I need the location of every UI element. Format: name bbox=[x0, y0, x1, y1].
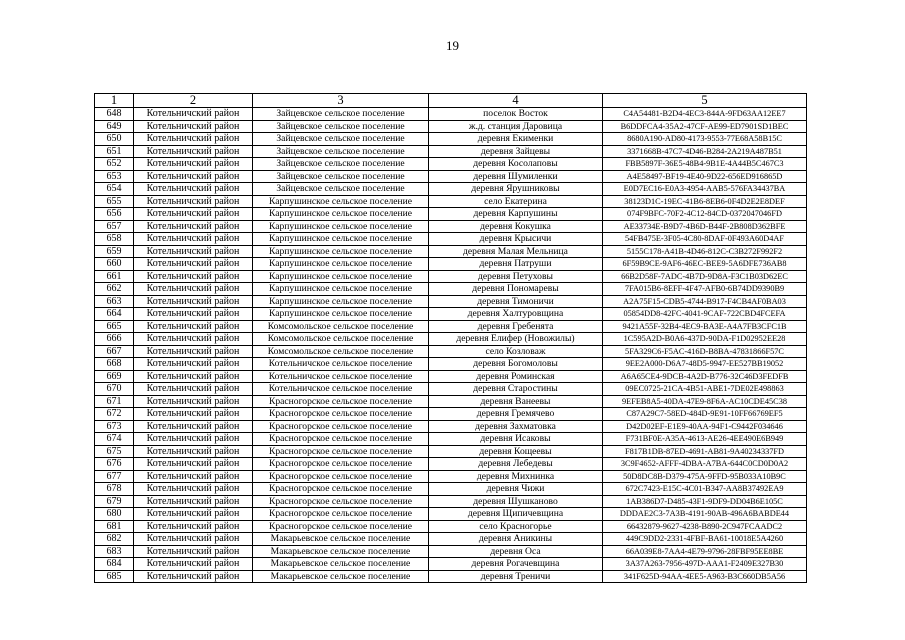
locality-cell: деревня Зайцевы bbox=[429, 145, 603, 158]
district-cell: Котельничский район bbox=[134, 358, 253, 371]
table-row bbox=[95, 445, 807, 458]
locality-cell: деревня Шушканово bbox=[429, 495, 603, 508]
settlement-cell: Красногорское сельское поселение bbox=[253, 445, 429, 458]
table-row bbox=[95, 245, 807, 258]
row-number-cell: 661 bbox=[95, 270, 134, 283]
settlement-cell: Карпушинское сельское поселение bbox=[253, 220, 429, 233]
table-row bbox=[95, 145, 807, 158]
guid-cell: B6DDFCA4-35A2-47CF-AE99-ED7901SD1BEC bbox=[603, 120, 807, 133]
district-cell: Котельничский район bbox=[134, 158, 253, 171]
locality-cell: деревня Старостины bbox=[429, 383, 603, 396]
table-row bbox=[95, 433, 807, 446]
locality-cell: село Козловаж bbox=[429, 345, 603, 358]
district-cell: Котельничский район bbox=[134, 320, 253, 333]
locality-cell: деревня Кощеевы bbox=[429, 445, 603, 458]
guid-cell: FBB5897F-36E5-48B4-9B1E-4A44B5C467C3 bbox=[603, 158, 807, 171]
table-row bbox=[95, 158, 807, 171]
guid-cell: 6F59B9CE-9AF6-46EC-BEE9-5A6DFE736AB8 bbox=[603, 258, 807, 271]
settlement-cell: Зайцевское сельское поселение bbox=[253, 133, 429, 146]
guid-cell: 3A37A263-7956-497D-AAA1-F2409E327B30 bbox=[603, 558, 807, 571]
table-row bbox=[95, 358, 807, 371]
table-row bbox=[95, 483, 807, 496]
guid-cell: DDDAE2C3-7A3B-4191-90AB-496A6BABDE44 bbox=[603, 508, 807, 521]
table-row bbox=[95, 345, 807, 358]
locality-cell: деревня Малая Мельница bbox=[429, 245, 603, 258]
settlement-cell: Макарьевское сельское поселение bbox=[253, 545, 429, 558]
guid-cell: E0D7EC16-E0A3-4954-AAB5-576FA34437BA bbox=[603, 183, 807, 196]
guid-cell: 074F9BFC-70F2-4C12-84CD-0372047046FD bbox=[603, 208, 807, 221]
locality-cell: деревня Косолаповы bbox=[429, 158, 603, 171]
district-cell: Котельничский район bbox=[134, 145, 253, 158]
settlement-cell: Карпушинское сельское поселение bbox=[253, 208, 429, 221]
settlement-cell: Макарьевское сельское поселение bbox=[253, 570, 429, 583]
settlement-cell: Красногорское сельское поселение bbox=[253, 420, 429, 433]
table-row bbox=[95, 333, 807, 346]
settlement-cell: Зайцевское сельское поселение bbox=[253, 170, 429, 183]
table-row bbox=[95, 320, 807, 333]
district-cell: Котельничский район bbox=[134, 483, 253, 496]
district-cell: Котельничский район bbox=[134, 233, 253, 246]
table-row bbox=[95, 295, 807, 308]
row-number-cell: 657 bbox=[95, 220, 134, 233]
settlement-cell: Макарьевское сельское поселение bbox=[253, 533, 429, 546]
row-number-cell: 676 bbox=[95, 458, 134, 471]
guid-cell: 66A039E8-7AA4-4E79-9796-28FBF95EE8BE bbox=[603, 545, 807, 558]
district-cell: Котельничский район bbox=[134, 458, 253, 471]
table-row bbox=[95, 558, 807, 571]
guid-cell: 7FA015B6-8EFF-4F47-AFB0-6B74DD9390B9 bbox=[603, 283, 807, 296]
row-number-cell: 653 bbox=[95, 170, 134, 183]
header-col-4: 4 bbox=[429, 94, 603, 108]
district-cell: Котельничский район bbox=[134, 445, 253, 458]
table-row bbox=[95, 220, 807, 233]
table-row bbox=[95, 233, 807, 246]
locality-cell: деревня Крысичи bbox=[429, 233, 603, 246]
locality-cell: деревня Петуховы bbox=[429, 270, 603, 283]
guid-cell: 449C9DD2-2331-4FBF-BA61-10018E5A4260 bbox=[603, 533, 807, 546]
district-cell: Котельничский район bbox=[134, 383, 253, 396]
guid-cell: C4A54481-B2D4-4EC3-844A-9FD63AA12EE7 bbox=[603, 108, 807, 121]
settlement-cell: Красногорское сельское поселение bbox=[253, 395, 429, 408]
table-row bbox=[95, 108, 807, 121]
guid-cell: 66B2D58F-7ADC-4B7D-9D8A-F3C1B03D62EC bbox=[603, 270, 807, 283]
district-cell: Котельничский район bbox=[134, 408, 253, 421]
table-row bbox=[95, 470, 807, 483]
guid-cell: A6A65CE4-9DCB-4A2D-B776-32C46D3FEDFB bbox=[603, 370, 807, 383]
table-row bbox=[95, 383, 807, 396]
row-number-cell: 672 bbox=[95, 408, 134, 421]
table-row bbox=[95, 520, 807, 533]
table-row bbox=[95, 533, 807, 546]
locality-cell: деревня Патруши bbox=[429, 258, 603, 271]
locality-cell: деревня Тимоничи bbox=[429, 295, 603, 308]
settlement-cell: Котельничское сельское поселение bbox=[253, 370, 429, 383]
table-row bbox=[95, 283, 807, 296]
row-number-cell: 666 bbox=[95, 333, 134, 346]
settlement-cell: Карпушинское сельское поселение bbox=[253, 195, 429, 208]
page-number: 19 bbox=[446, 38, 459, 53]
settlement-cell: Красногорское сельское поселение bbox=[253, 408, 429, 421]
district-cell: Котельничский район bbox=[134, 108, 253, 121]
table-row bbox=[95, 308, 807, 321]
guid-cell: A2A75F15-CDB5-4744-B917-F4CB4AF0BA03 bbox=[603, 295, 807, 308]
guid-cell: 1AB386D7-D485-43F1-9DF9-DD04B6E105C bbox=[603, 495, 807, 508]
settlements-table bbox=[94, 93, 807, 583]
locality-cell: деревня Ярушниковы bbox=[429, 183, 603, 196]
locality-cell: деревня Ванеевы bbox=[429, 395, 603, 408]
guid-cell: 1C595A2D-B0A6-437D-90DA-F1D02952EE28 bbox=[603, 333, 807, 346]
table-row bbox=[95, 495, 807, 508]
row-number-cell: 675 bbox=[95, 445, 134, 458]
locality-cell: деревня Шумиленки bbox=[429, 170, 603, 183]
table-row bbox=[95, 270, 807, 283]
locality-cell: деревня Михнинка bbox=[429, 470, 603, 483]
row-number-cell: 685 bbox=[95, 570, 134, 583]
guid-cell: 38123D1C-19EC-41B6-8EB6-0F4D2E2E8DEF bbox=[603, 195, 807, 208]
guid-cell: 66432879-9627-4238-B890-2C947FCAADC2 bbox=[603, 520, 807, 533]
district-cell: Котельничский район bbox=[134, 333, 253, 346]
guid-cell: C87A29C7-58ED-484D-9E91-10FF66769EF5 bbox=[603, 408, 807, 421]
district-cell: Котельничский район bbox=[134, 270, 253, 283]
table-row bbox=[95, 420, 807, 433]
guid-cell: 5FA329C6-F5AC-416D-B8BA-47831866F57C bbox=[603, 345, 807, 358]
row-number-cell: 673 bbox=[95, 420, 134, 433]
guid-cell: 9EFEB8A5-40DA-47E9-8F6A-AC10CDE45C38 bbox=[603, 395, 807, 408]
district-cell: Котельничский район bbox=[134, 520, 253, 533]
district-cell: Котельничский район bbox=[134, 570, 253, 583]
guid-cell: D42D02EF-E1E9-40AA-94F1-C9442F034646 bbox=[603, 420, 807, 433]
locality-cell: деревня Чижи bbox=[429, 483, 603, 496]
district-cell: Котельничский район bbox=[134, 545, 253, 558]
district-cell: Котельничский район bbox=[134, 420, 253, 433]
row-number-cell: 680 bbox=[95, 508, 134, 521]
district-cell: Котельничский район bbox=[134, 195, 253, 208]
settlement-cell: Карпушинское сельское поселение bbox=[253, 270, 429, 283]
locality-cell: деревня Треничи bbox=[429, 570, 603, 583]
locality-cell: деревня Роминская bbox=[429, 370, 603, 383]
guid-cell: F731BF0E-A35A-4613-AE26-4EE490E6B949 bbox=[603, 433, 807, 446]
locality-cell: деревня Исаковы bbox=[429, 433, 603, 446]
guid-cell: AE33734E-B9D7-4B6D-B44F-2B808D362BFE bbox=[603, 220, 807, 233]
row-number-cell: 683 bbox=[95, 545, 134, 558]
settlement-cell: Зайцевское сельское поселение bbox=[253, 158, 429, 171]
locality-cell: ж.д. станция Даровица bbox=[429, 120, 603, 133]
row-number-cell: 651 bbox=[95, 145, 134, 158]
locality-cell: деревня Халтуровщина bbox=[429, 308, 603, 321]
locality-cell: поселок Восток bbox=[429, 108, 603, 121]
header-col-2: 2 bbox=[134, 94, 253, 108]
row-number-cell: 667 bbox=[95, 345, 134, 358]
district-cell: Котельничский район bbox=[134, 470, 253, 483]
table-row bbox=[95, 395, 807, 408]
row-number-cell: 677 bbox=[95, 470, 134, 483]
row-number-cell: 670 bbox=[95, 383, 134, 396]
settlement-cell: Карпушинское сельское поселение bbox=[253, 283, 429, 296]
settlement-cell: Красногорское сельское поселение bbox=[253, 520, 429, 533]
district-cell: Котельничский район bbox=[134, 208, 253, 221]
table-row bbox=[95, 183, 807, 196]
guid-cell: A4E58497-BF19-4E40-9D22-656ED916865D bbox=[603, 170, 807, 183]
row-number-cell: 679 bbox=[95, 495, 134, 508]
district-cell: Котельничский район bbox=[134, 308, 253, 321]
locality-cell: деревня Аникины bbox=[429, 533, 603, 546]
district-cell: Котельничский район bbox=[134, 120, 253, 133]
row-number-cell: 648 bbox=[95, 108, 134, 121]
district-cell: Котельничский район bbox=[134, 395, 253, 408]
district-cell: Котельничский район bbox=[134, 220, 253, 233]
settlement-cell: Красногорское сельское поселение bbox=[253, 508, 429, 521]
guid-cell: 3C9F4652-AFFF-4DBA-A7BA-644C0CD0D0A2 bbox=[603, 458, 807, 471]
table-header-row bbox=[95, 94, 807, 108]
settlement-cell: Красногорское сельское поселение bbox=[253, 470, 429, 483]
district-cell: Котельничский район bbox=[134, 508, 253, 521]
district-cell: Котельничский район bbox=[134, 258, 253, 271]
settlement-cell: Карпушинское сельское поселение bbox=[253, 295, 429, 308]
table-row bbox=[95, 508, 807, 521]
row-number-cell: 664 bbox=[95, 308, 134, 321]
guid-cell: 09EC0725-21CA-4B51-ABE1-7DE02E498863 bbox=[603, 383, 807, 396]
guid-cell: 341F625D-94AA-4EE5-A963-B3C660DB5A56 bbox=[603, 570, 807, 583]
settlement-cell: Комсомольское сельское поселение bbox=[253, 320, 429, 333]
district-cell: Котельничский район bbox=[134, 283, 253, 296]
locality-cell: деревня Гребенята bbox=[429, 320, 603, 333]
locality-cell: деревня Захматовка bbox=[429, 420, 603, 433]
settlement-cell: Зайцевское сельское поселение bbox=[253, 183, 429, 196]
row-number-cell: 682 bbox=[95, 533, 134, 546]
table-row bbox=[95, 458, 807, 471]
header-col-3: 3 bbox=[253, 94, 429, 108]
locality-cell: деревня Кокушка bbox=[429, 220, 603, 233]
row-number-cell: 658 bbox=[95, 233, 134, 246]
district-cell: Котельничский район bbox=[134, 433, 253, 446]
guid-cell: 9421A55F-32B4-4EC9-BA3E-A4A7FB3CFC1B bbox=[603, 320, 807, 333]
guid-cell: 8680A190-AD80-4173-9553-77E68A58B15C bbox=[603, 133, 807, 146]
district-cell: Котельничский район bbox=[134, 495, 253, 508]
row-number-cell: 669 bbox=[95, 370, 134, 383]
settlement-cell: Карпушинское сельское поселение bbox=[253, 245, 429, 258]
settlement-cell: Красногорское сельское поселение bbox=[253, 458, 429, 471]
district-cell: Котельничский район bbox=[134, 370, 253, 383]
row-number-cell: 684 bbox=[95, 558, 134, 571]
row-number-cell: 660 bbox=[95, 258, 134, 271]
settlement-cell: Красногорское сельское поселение bbox=[253, 495, 429, 508]
header-col-1: 1 bbox=[95, 94, 134, 108]
table-row bbox=[95, 120, 807, 133]
table-row bbox=[95, 408, 807, 421]
district-cell: Котельничский район bbox=[134, 295, 253, 308]
table-row bbox=[95, 170, 807, 183]
row-number-cell: 652 bbox=[95, 158, 134, 171]
table-body bbox=[95, 108, 807, 583]
locality-cell: деревня Лебедевы bbox=[429, 458, 603, 471]
locality-cell: село Красногорье bbox=[429, 520, 603, 533]
table-row bbox=[95, 195, 807, 208]
settlement-cell: Карпушинское сельское поселение bbox=[253, 258, 429, 271]
district-cell: Котельничский район bbox=[134, 558, 253, 571]
locality-cell: деревня Богомоловы bbox=[429, 358, 603, 371]
locality-cell: деревня Карпушины bbox=[429, 208, 603, 221]
row-number-cell: 654 bbox=[95, 183, 134, 196]
row-number-cell: 671 bbox=[95, 395, 134, 408]
row-number-cell: 655 bbox=[95, 195, 134, 208]
settlement-cell: Красногорское сельское поселение bbox=[253, 433, 429, 446]
guid-cell: 5155C178-A41B-4D46-812C-C3B272F992F2 bbox=[603, 245, 807, 258]
locality-cell: деревня Оса bbox=[429, 545, 603, 558]
locality-cell: деревня Пономаревы bbox=[429, 283, 603, 296]
guid-cell: 50D8DC8B-D379-475A-9FFD-95B033A10B9C bbox=[603, 470, 807, 483]
district-cell: Котельничский район bbox=[134, 183, 253, 196]
settlement-cell: Карпушинское сельское поселение bbox=[253, 308, 429, 321]
guid-cell: 54FB475E-3F05-4C80-8DAF-0F493A60D4AF bbox=[603, 233, 807, 246]
guid-cell: 3371668B-47C7-4D46-B284-2A219A487B51 bbox=[603, 145, 807, 158]
district-cell: Котельничский район bbox=[134, 345, 253, 358]
settlement-cell: Котельничское сельское поселение bbox=[253, 358, 429, 371]
row-number-cell: 656 bbox=[95, 208, 134, 221]
locality-cell: село Екатерина bbox=[429, 195, 603, 208]
guid-cell: 672C7423-E15C-4C01-B347-AA8B37492EA9 bbox=[603, 483, 807, 496]
row-number-cell: 665 bbox=[95, 320, 134, 333]
row-number-cell: 681 bbox=[95, 520, 134, 533]
settlement-cell: Красногорское сельское поселение bbox=[253, 483, 429, 496]
settlement-cell: Комсомольское сельское поселение bbox=[253, 345, 429, 358]
locality-cell: деревня Екименки bbox=[429, 133, 603, 146]
locality-cell: деревня Рогачевщина bbox=[429, 558, 603, 571]
table-row bbox=[95, 258, 807, 271]
row-number-cell: 649 bbox=[95, 120, 134, 133]
locality-cell: деревня Щипичевщина bbox=[429, 508, 603, 521]
row-number-cell: 674 bbox=[95, 433, 134, 446]
settlement-cell: Комсомольское сельское поселение bbox=[253, 333, 429, 346]
settlement-cell: Зайцевское сельское поселение bbox=[253, 120, 429, 133]
district-cell: Котельничский район bbox=[134, 533, 253, 546]
row-number-cell: 663 bbox=[95, 295, 134, 308]
header-col-5: 5 bbox=[603, 94, 807, 108]
guid-cell: 9EE2A000-D6A7-48D5-9947-EE527BB19052 bbox=[603, 358, 807, 371]
settlement-cell: Зайцевское сельское поселение bbox=[253, 108, 429, 121]
settlement-cell: Зайцевское сельское поселение bbox=[253, 145, 429, 158]
table-row bbox=[95, 545, 807, 558]
row-number-cell: 668 bbox=[95, 358, 134, 371]
district-cell: Котельничский район bbox=[134, 170, 253, 183]
row-number-cell: 662 bbox=[95, 283, 134, 296]
guid-cell: 05854DD8-42FC-4041-9CAF-722CBD4FCEFA bbox=[603, 308, 807, 321]
row-number-cell: 650 bbox=[95, 133, 134, 146]
table-row bbox=[95, 208, 807, 221]
district-cell: Котельничский район bbox=[134, 133, 253, 146]
table-row bbox=[95, 570, 807, 583]
locality-cell: деревня Елифер (Новожилы) bbox=[429, 333, 603, 346]
settlement-cell: Карпушинское сельское поселение bbox=[253, 233, 429, 246]
locality-cell: деревня Гремячево bbox=[429, 408, 603, 421]
table-row bbox=[95, 370, 807, 383]
settlement-cell: Котельничское сельское поселение bbox=[253, 383, 429, 396]
row-number-cell: 659 bbox=[95, 245, 134, 258]
guid-cell: F817B1DB-87ED-4691-AB81-9A40234337FD bbox=[603, 445, 807, 458]
settlement-cell: Макарьевское сельское поселение bbox=[253, 558, 429, 571]
table-row bbox=[95, 133, 807, 146]
row-number-cell: 678 bbox=[95, 483, 134, 496]
district-cell: Котельничский район bbox=[134, 245, 253, 258]
